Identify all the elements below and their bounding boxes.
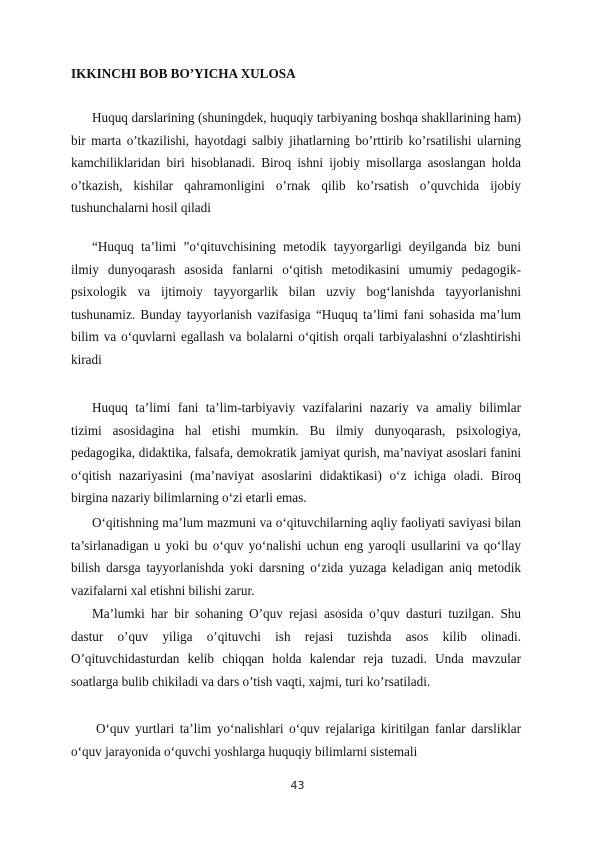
- paragraph-4: O‘qitishning ma’lum mazmuni va o‘qituvchilarning aqliy faoliyati saviyasi bilan ta’sirlanadigan u yoki bu o‘quv yo‘nalishi uchun eng yaroqli usullarini va qo‘llay bilish darsga tayyorlanishda yoki darsning o‘zida yuzaga keladigan aniq metodik vazifalarni xal etishni bilishi zarur.: [71, 515, 521, 598]
- paragraph-2: “Huquq ta’limi ”o‘qituvchisining metodik tayyorgarligi deyilganda biz buni ilmiy dunyoqarash asosida fanlarni o‘qitish metodikasini umumiy pedagogik-psixologik va ijtimoiy tayyorgarlik bilan uzviy bog‘lanishda tayyorlanishni tushunamiz. Bunday tayyorlanish vazifasiga “Huquq ta’limi fani sohasida ma’lum bilim va o‘quvlarni egallash va bolalarni o‘qitish orqali tarbiyalashni o‘zlashtirishi kiradi: [71, 239, 521, 367]
- paragraph-3: Huquq ta’limi fani ta’lim-tarbiyaviy vazifalarini nazariy va amaliy bilimlar tizimi asosidagina hal etishi mumkin. Bu ilmiy dunyoqarash, psixologiya, pedagogika, didaktika, falsafa, demokratik jamiyat qurish, ma’naviyat asoslari fanini o‘qitish nazariyasini (ma’naviyat asoslarini didaktikasi) o‘z ichiga oladi. Biroq birgina nazariy bilimlarning o‘zi etarli emas.: [71, 400, 521, 506]
- section-heading: IKKINCHI BOB BO’YICHA XULOSA: [71, 66, 296, 81]
- paragraph-5: Ma’lumki har bir sohaning O’quv rejasi asosida o’quv dasturi tuzilgan. Shu dastur o’quv yiliga o’qituvchi ish rejasi tuzishda asos kilib olinadi. O’qituvchidasturdan kelib chiqqan holda kalendar reja tuzadi. Unda mavzular soatlarga bulib chikiladi va dars o’tish vaqti, xajmi, turi ko’rsatiladi.: [71, 606, 521, 689]
- paragraph-6: O‘quv yurtlari ta’lim yo‘nalishlari o‘quv rejalariga kiritilgan fanlar darsliklar o‘quv jarayonida o‘quvchi yoshlarga huquqiy bilimlarni sistemali: [71, 721, 521, 759]
- page-number: 43: [290, 779, 305, 792]
- paragraph-1: Huquq darslarining (shuningdek, huquqiy tarbiyaning boshqa shakllarining ham) bir marta o’tkazilishi, hayotdagi salbiy jihatlarning bo’rttirib ko’rsatilishi ularning kamchiliklaridan biri hisoblanadi. Biroq ishni ijobiy misollarga asoslangan holda o’tkazish, kishilar qahramonligini o’rnak qilib ko’rsatish o’quvchida ijobiy tushunchalarni hosil qiladi: [71, 110, 521, 216]
